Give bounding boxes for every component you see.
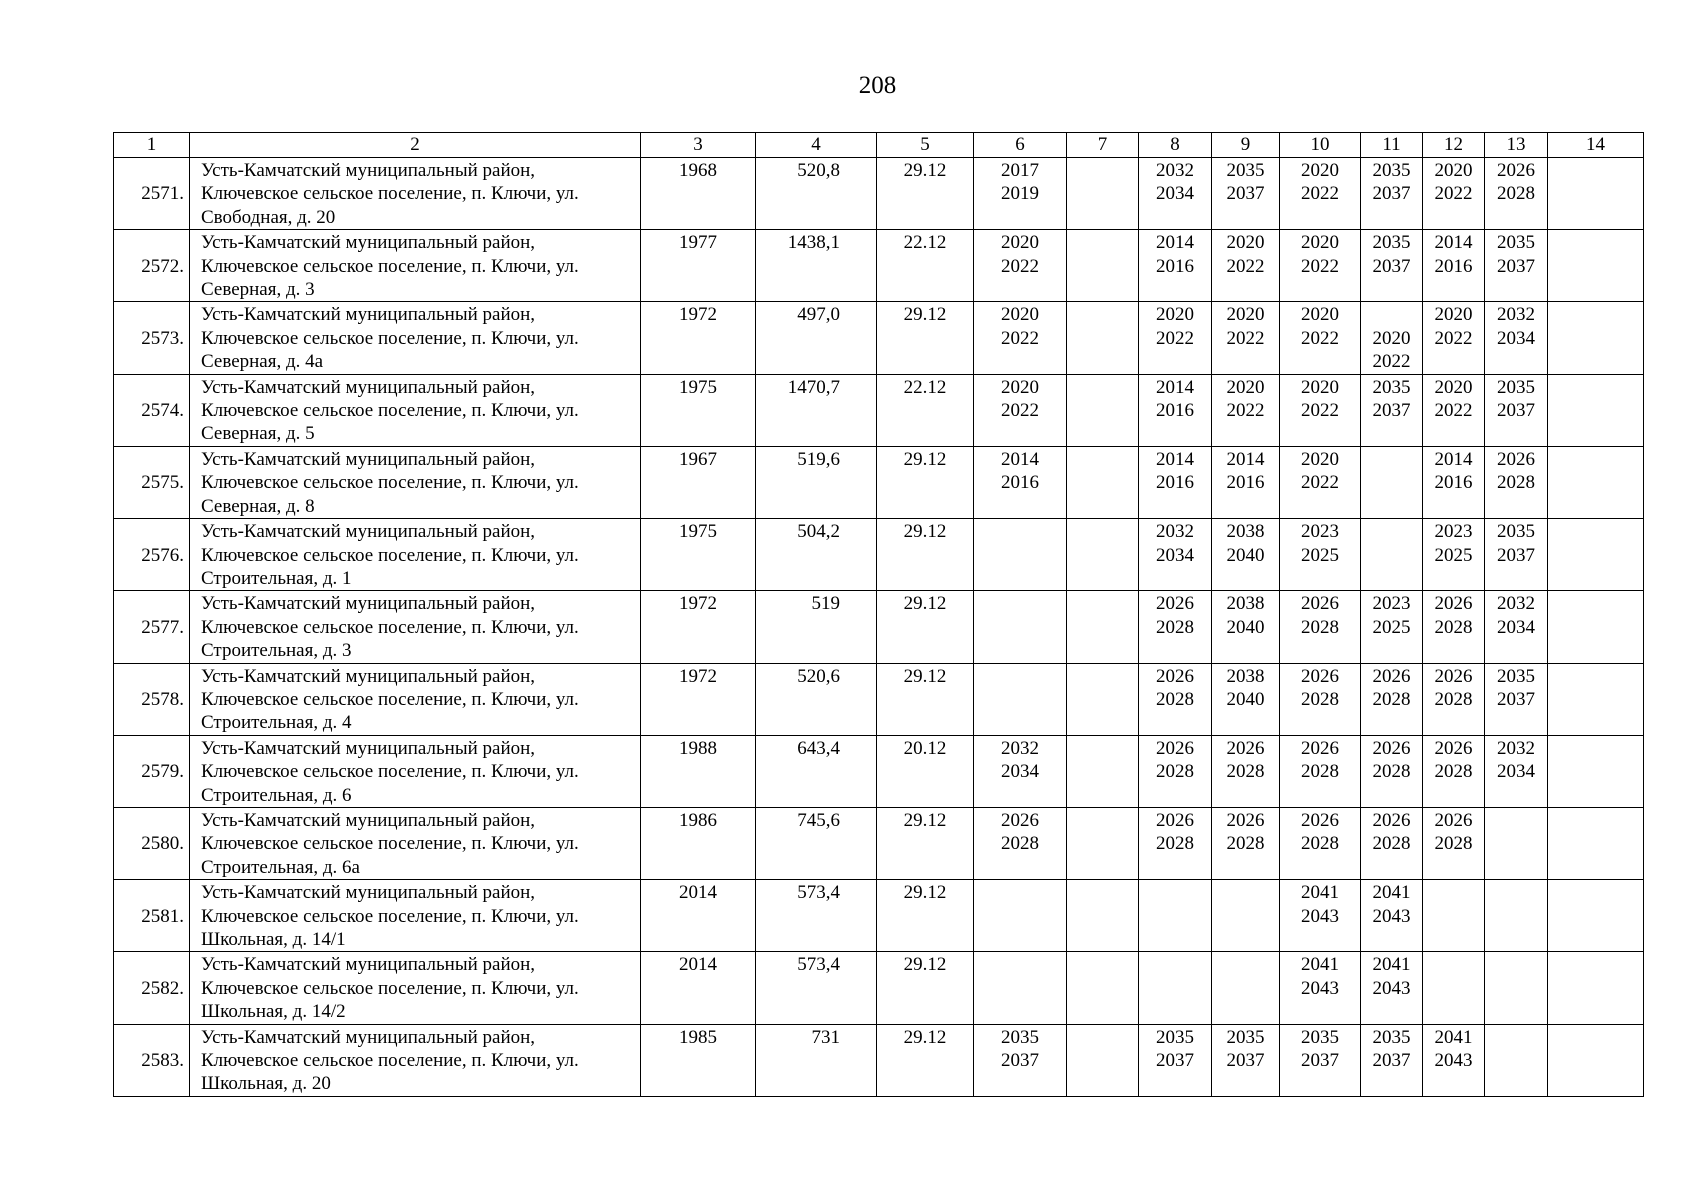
column-header: 11 [1361, 133, 1423, 158]
year-built-cell: 2014 [641, 880, 756, 952]
column-header: 12 [1423, 133, 1485, 158]
col12-cell: 2026 2028 [1423, 663, 1485, 735]
year-built-cell: 1985 [641, 1024, 756, 1096]
col13-cell: 2026 2028 [1485, 446, 1548, 518]
col11-cell: 2023 2025 [1361, 591, 1423, 663]
area-cell: 745,6 [756, 807, 877, 879]
col6-cell: 2032 2034 [974, 735, 1067, 807]
col6-cell [974, 880, 1067, 952]
col7-cell [1067, 807, 1139, 879]
col9-cell: 2038 2040 [1212, 663, 1280, 735]
col11-cell: 2035 2037 [1361, 230, 1423, 302]
col11-cell: 2026 2028 [1361, 735, 1423, 807]
col8-cell [1139, 952, 1212, 1024]
col12-cell: 2026 2028 [1423, 591, 1485, 663]
year-built-cell: 2014 [641, 952, 756, 1024]
col9-cell: 2038 2040 [1212, 591, 1280, 663]
col8-cell: 2032 2034 [1139, 158, 1212, 230]
column-header: 9 [1212, 133, 1280, 158]
table-row [114, 591, 1644, 663]
col14-cell [1548, 519, 1644, 591]
table-row [114, 807, 1644, 879]
type-cell: 29.12 [877, 519, 974, 591]
col8-cell: 2026 2028 [1139, 735, 1212, 807]
col10-cell: 2026 2028 [1280, 663, 1361, 735]
col6-cell: 2020 2022 [974, 230, 1067, 302]
col13-cell: 2035 2037 [1485, 663, 1548, 735]
area-cell: 520,6 [756, 663, 877, 735]
address-cell: Усть-Камчатский муниципальный район, Ключевское сельское поселение, п. Ключи, ул. Северная, д. 5 [190, 374, 641, 446]
col11-cell: 2026 2028 [1361, 807, 1423, 879]
year-built-cell: 1975 [641, 374, 756, 446]
col10-cell: 2041 2043 [1280, 952, 1361, 1024]
col11-cell: 2035 2037 [1361, 374, 1423, 446]
col11-cell: 2035 2037 [1361, 1024, 1423, 1096]
col7-cell [1067, 158, 1139, 230]
row-number-cell: 2571. [114, 158, 190, 230]
area-cell: 1438,1 [756, 230, 877, 302]
col6-cell: 2017 2019 [974, 158, 1067, 230]
col13-cell [1485, 880, 1548, 952]
col9-cell: 2020 2022 [1212, 230, 1280, 302]
type-cell: 29.12 [877, 302, 974, 374]
col8-cell: 2014 2016 [1139, 230, 1212, 302]
col14-cell [1548, 302, 1644, 374]
type-cell: 29.12 [877, 880, 974, 952]
col10-cell: 2026 2028 [1280, 591, 1361, 663]
row-number-cell: 2580. [114, 807, 190, 879]
row-number-cell: 2578. [114, 663, 190, 735]
column-header: 3 [641, 133, 756, 158]
col8-cell: 2014 2016 [1139, 374, 1212, 446]
area-cell: 520,8 [756, 158, 877, 230]
col14-cell [1548, 880, 1644, 952]
col11-cell [1361, 446, 1423, 518]
col10-cell: 2035 2037 [1280, 1024, 1361, 1096]
col13-cell: 2035 2037 [1485, 230, 1548, 302]
column-header: 4 [756, 133, 877, 158]
area-cell: 519 [756, 591, 877, 663]
table-row [114, 519, 1644, 591]
row-number-cell: 2573. [114, 302, 190, 374]
col14-cell [1548, 735, 1644, 807]
col9-cell: 2026 2028 [1212, 807, 1280, 879]
col14-cell [1548, 230, 1644, 302]
col12-cell: 2020 2022 [1423, 158, 1485, 230]
table-body [114, 133, 1644, 1097]
col14-cell [1548, 158, 1644, 230]
col8-cell: 2014 2016 [1139, 446, 1212, 518]
area-cell: 504,2 [756, 519, 877, 591]
table-row [114, 230, 1644, 302]
column-header: 1 [114, 133, 190, 158]
col11-cell [1361, 519, 1423, 591]
table-row [114, 446, 1644, 518]
table-row [114, 158, 1644, 230]
col13-cell: 2035 2037 [1485, 519, 1548, 591]
col7-cell [1067, 880, 1139, 952]
col14-cell [1548, 952, 1644, 1024]
type-cell: 29.12 [877, 591, 974, 663]
column-header: 7 [1067, 133, 1139, 158]
year-built-cell: 1972 [641, 302, 756, 374]
address-cell: Усть-Камчатский муниципальный район, Ключевское сельское поселение, п. Ключи, ул. Строительная, д. 6а [190, 807, 641, 879]
col10-cell: 2026 2028 [1280, 807, 1361, 879]
table-row [114, 302, 1644, 374]
row-number-cell: 2575. [114, 446, 190, 518]
col7-cell [1067, 1024, 1139, 1096]
col14-cell [1548, 374, 1644, 446]
col6-cell [974, 663, 1067, 735]
area-cell: 731 [756, 1024, 877, 1096]
table-row [114, 880, 1644, 952]
column-header: 2 [190, 133, 641, 158]
row-number-cell: 2574. [114, 374, 190, 446]
col7-cell [1067, 519, 1139, 591]
col14-cell [1548, 1024, 1644, 1096]
col9-cell [1212, 952, 1280, 1024]
type-cell: 29.12 [877, 663, 974, 735]
col10-cell: 2020 2022 [1280, 374, 1361, 446]
col6-cell [974, 591, 1067, 663]
column-header: 6 [974, 133, 1067, 158]
year-built-cell: 1977 [641, 230, 756, 302]
col9-cell [1212, 880, 1280, 952]
address-cell: Усть-Камчатский муниципальный район, Ключевское сельское поселение, п. Ключи, ул. Северная, д. 8 [190, 446, 641, 518]
table-row [114, 663, 1644, 735]
year-built-cell: 1988 [641, 735, 756, 807]
area-cell: 1470,7 [756, 374, 877, 446]
col8-cell: 2026 2028 [1139, 807, 1212, 879]
area-cell: 573,4 [756, 880, 877, 952]
col7-cell [1067, 446, 1139, 518]
col8-cell: 2032 2034 [1139, 519, 1212, 591]
table-row [114, 952, 1644, 1024]
col9-cell: 2038 2040 [1212, 519, 1280, 591]
col12-cell [1423, 952, 1485, 1024]
col7-cell [1067, 302, 1139, 374]
col7-cell [1067, 952, 1139, 1024]
col7-cell [1067, 735, 1139, 807]
col11-cell: 2041 2043 [1361, 952, 1423, 1024]
column-number-row [114, 133, 1644, 158]
address-cell: Усть-Камчатский муниципальный район, Ключевское сельское поселение, п. Ключи, ул. Северная, д. 3 [190, 230, 641, 302]
col13-cell [1485, 952, 1548, 1024]
col6-cell [974, 519, 1067, 591]
col13-cell: 2032 2034 [1485, 302, 1548, 374]
column-header: 13 [1485, 133, 1548, 158]
col6-cell: 2020 2022 [974, 374, 1067, 446]
address-cell: Усть-Камчатский муниципальный район, Ключевское сельское поселение, п. Ключи, ул. Строительная, д. 3 [190, 591, 641, 663]
col8-cell: 2026 2028 [1139, 663, 1212, 735]
address-cell: Усть-Камчатский муниципальный район, Ключевское сельское поселение, п. Ключи, ул. Строительная, д. 4 [190, 663, 641, 735]
table-row [114, 735, 1644, 807]
address-cell: Усть-Камчатский муниципальный район, Ключевское сельское поселение, п. Ключи, ул. Школьная, д. 14/2 [190, 952, 641, 1024]
col12-cell: 2041 2043 [1423, 1024, 1485, 1096]
type-cell: 29.12 [877, 158, 974, 230]
col6-cell: 2035 2037 [974, 1024, 1067, 1096]
col9-cell: 2014 2016 [1212, 446, 1280, 518]
type-cell: 22.12 [877, 230, 974, 302]
area-cell: 497,0 [756, 302, 877, 374]
col11-cell: 2020 2022 [1361, 302, 1423, 374]
col6-cell: 2026 2028 [974, 807, 1067, 879]
col10-cell: 2041 2043 [1280, 880, 1361, 952]
col11-cell: 2035 2037 [1361, 158, 1423, 230]
table-row [114, 1024, 1644, 1096]
col10-cell: 2020 2022 [1280, 230, 1361, 302]
col6-cell: 2020 2022 [974, 302, 1067, 374]
col12-cell: 2020 2022 [1423, 374, 1485, 446]
row-number-cell: 2582. [114, 952, 190, 1024]
col6-cell [974, 952, 1067, 1024]
col8-cell: 2035 2037 [1139, 1024, 1212, 1096]
col8-cell: 2026 2028 [1139, 591, 1212, 663]
area-cell: 643,4 [756, 735, 877, 807]
col6-cell: 2014 2016 [974, 446, 1067, 518]
col14-cell [1548, 446, 1644, 518]
year-built-cell: 1975 [641, 519, 756, 591]
col9-cell: 2020 2022 [1212, 302, 1280, 374]
year-built-cell: 1968 [641, 158, 756, 230]
address-cell: Усть-Камчатский муниципальный район, Ключевское сельское поселение, п. Ключи, ул. Школьная, д. 14/1 [190, 880, 641, 952]
row-number-cell: 2577. [114, 591, 190, 663]
col9-cell: 2035 2037 [1212, 158, 1280, 230]
col10-cell: 2020 2022 [1280, 158, 1361, 230]
col7-cell [1067, 663, 1139, 735]
col12-cell: 2014 2016 [1423, 230, 1485, 302]
page-number: 208 [858, 72, 897, 99]
col14-cell [1548, 663, 1644, 735]
column-header: 14 [1548, 133, 1644, 158]
col10-cell: 2023 2025 [1280, 519, 1361, 591]
registry-table [113, 132, 1644, 1097]
year-built-cell: 1986 [641, 807, 756, 879]
col14-cell [1548, 591, 1644, 663]
address-cell: Усть-Камчатский муниципальный район, Ключевское сельское поселение, п. Ключи, ул. Свободная, д. 20 [190, 158, 641, 230]
col7-cell [1067, 230, 1139, 302]
column-header: 10 [1280, 133, 1361, 158]
row-number-cell: 2581. [114, 880, 190, 952]
col10-cell: 2020 2022 [1280, 302, 1361, 374]
area-cell: 519,6 [756, 446, 877, 518]
col13-cell: 2032 2034 [1485, 591, 1548, 663]
col13-cell: 2035 2037 [1485, 374, 1548, 446]
col12-cell [1423, 880, 1485, 952]
col13-cell: 2026 2028 [1485, 158, 1548, 230]
column-header: 5 [877, 133, 974, 158]
row-number-cell: 2572. [114, 230, 190, 302]
col12-cell: 2020 2022 [1423, 302, 1485, 374]
type-cell: 20.12 [877, 735, 974, 807]
col9-cell: 2035 2037 [1212, 1024, 1280, 1096]
col7-cell [1067, 591, 1139, 663]
address-cell: Усть-Камчатский муниципальный район, Ключевское сельское поселение, п. Ключи, ул. Строительная, д. 6 [190, 735, 641, 807]
col13-cell [1485, 807, 1548, 879]
col13-cell [1485, 1024, 1548, 1096]
col12-cell: 2026 2028 [1423, 735, 1485, 807]
col10-cell: 2026 2028 [1280, 735, 1361, 807]
col13-cell: 2032 2034 [1485, 735, 1548, 807]
type-cell: 29.12 [877, 1024, 974, 1096]
year-built-cell: 1972 [641, 663, 756, 735]
address-cell: Усть-Камчатский муниципальный район, Ключевское сельское поселение, п. Ключи, ул. Северная, д. 4а [190, 302, 641, 374]
type-cell: 29.12 [877, 952, 974, 1024]
type-cell: 29.12 [877, 807, 974, 879]
table-row [114, 374, 1644, 446]
col9-cell: 2026 2028 [1212, 735, 1280, 807]
col8-cell: 2020 2022 [1139, 302, 1212, 374]
col12-cell: 2014 2016 [1423, 446, 1485, 518]
col8-cell [1139, 880, 1212, 952]
row-number-cell: 2579. [114, 735, 190, 807]
col14-cell [1548, 807, 1644, 879]
address-cell: Усть-Камчатский муниципальный район, Ключевское сельское поселение, п. Ключи, ул. Строительная, д. 1 [190, 519, 641, 591]
address-cell: Усть-Камчатский муниципальный район, Ключевское сельское поселение, п. Ключи, ул. Школьная, д. 20 [190, 1024, 641, 1096]
col11-cell: 2041 2043 [1361, 880, 1423, 952]
row-number-cell: 2583. [114, 1024, 190, 1096]
type-cell: 29.12 [877, 446, 974, 518]
type-cell: 22.12 [877, 374, 974, 446]
row-number-cell: 2576. [114, 519, 190, 591]
col12-cell: 2026 2028 [1423, 807, 1485, 879]
col12-cell: 2023 2025 [1423, 519, 1485, 591]
col11-cell: 2026 2028 [1361, 663, 1423, 735]
col10-cell: 2020 2022 [1280, 446, 1361, 518]
area-cell: 573,4 [756, 952, 877, 1024]
col7-cell [1067, 374, 1139, 446]
col9-cell: 2020 2022 [1212, 374, 1280, 446]
year-built-cell: 1972 [641, 591, 756, 663]
year-built-cell: 1967 [641, 446, 756, 518]
column-header: 8 [1139, 133, 1212, 158]
